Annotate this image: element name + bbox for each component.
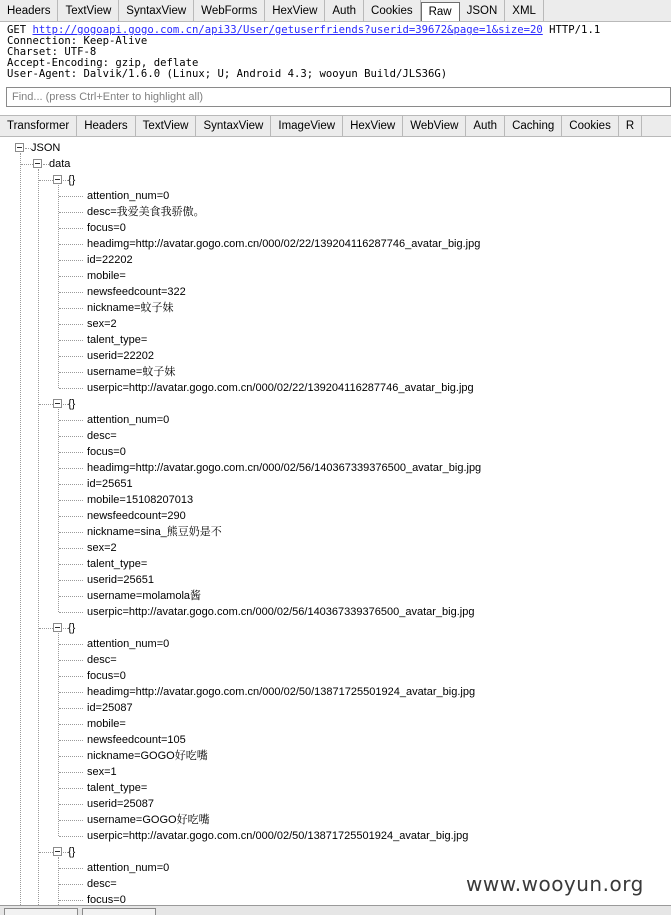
- tree-connector: [59, 260, 83, 261]
- tree-leaf-property: newsfeedcount=322: [87, 286, 186, 298]
- tree-connector: [59, 468, 83, 469]
- tree-leaf-property: userpic=http://avatar.gogo.com.cn/000/02/56/140367339376500_avatar_big.jpg: [87, 606, 475, 618]
- tree-connector: [59, 820, 83, 821]
- tree-connector: [59, 788, 83, 789]
- tree-connector: [59, 596, 83, 597]
- tree-leaf-property: newsfeedcount=105: [87, 734, 186, 746]
- tree-connector: [59, 900, 83, 901]
- tree-leaf-property: headimg=http://avatar.gogo.com.cn/000/02/50/13871725501924_avatar_big.jpg: [87, 686, 476, 698]
- tree-connector: [59, 868, 83, 869]
- tree-leaf-property: id=25087: [87, 702, 133, 714]
- tree-node-object: {}: [68, 622, 76, 634]
- collapse-toggle-icon[interactable]: [53, 623, 62, 632]
- tree-node-object: {}: [68, 846, 76, 858]
- tree-leaf-property: userpic=http://avatar.gogo.com.cn/000/02/22/139204116287746_avatar_big.jpg: [87, 382, 474, 394]
- tab-textview[interactable]: TextView: [136, 116, 197, 136]
- tree-connector: [59, 740, 83, 741]
- tree-leaf-property: attention_num=0: [87, 414, 170, 426]
- tree-node-json: JSON: [31, 142, 61, 154]
- request-method: GET: [7, 24, 27, 36]
- tree-connector: [59, 228, 83, 229]
- tree-leaf-property: focus=0: [87, 446, 126, 458]
- raw-request-view[interactable]: [0, 23, 671, 86]
- tree-leaf-property: headimg=http://avatar.gogo.com.cn/000/02/56/140367339376500_avatar_big.jpg: [87, 462, 482, 474]
- tree-connector: [59, 836, 83, 837]
- tab-imageview[interactable]: ImageView: [271, 116, 343, 136]
- tab-auth[interactable]: Auth: [466, 116, 505, 136]
- tree-connector: [59, 276, 83, 277]
- tree-connector: [59, 564, 83, 565]
- tree-leaf-property: talent_type=: [87, 334, 148, 346]
- tab-webforms[interactable]: WebForms: [194, 0, 265, 21]
- tree-leaf-property: focus=0: [87, 222, 126, 234]
- tree-connector: [39, 628, 53, 629]
- tree-leaf-property: sex=2: [87, 542, 117, 554]
- tree-connector: [59, 372, 83, 373]
- bottom-tab[interactable]: [4, 908, 78, 915]
- tab-transformer[interactable]: Transformer: [0, 116, 77, 136]
- request-tab-bar: [0, 0, 671, 22]
- tree-connector: [59, 692, 83, 693]
- json-tree-view[interactable]: [0, 137, 671, 905]
- tree-connector: [59, 324, 83, 325]
- tab-cookies[interactable]: Cookies: [364, 0, 421, 21]
- tree-leaf-property: attention_num=0: [87, 190, 170, 202]
- tree-leaf-property: desc=: [87, 654, 117, 666]
- response-tab-bar: [0, 115, 671, 137]
- tab-caching[interactable]: Caching: [505, 116, 562, 136]
- tree-leaf-property: desc=: [87, 430, 117, 442]
- tree-connector: [59, 580, 83, 581]
- tree-node-object: {}: [68, 398, 76, 410]
- tree-connector: [58, 409, 59, 612]
- tree-leaf-property: talent_type=: [87, 558, 148, 570]
- bottom-tab-strip: [0, 905, 671, 915]
- watermark-text: www.wooyun.org: [466, 872, 644, 896]
- tree-connector: [38, 169, 39, 905]
- tree-connector: [59, 516, 83, 517]
- tree-leaf-property: userid=25651: [87, 574, 154, 586]
- collapse-toggle-icon[interactable]: [53, 847, 62, 856]
- tree-connector: [59, 244, 83, 245]
- tree-leaf-property: mobile=: [87, 270, 126, 282]
- tree-leaf-property: userpic=http://avatar.gogo.com.cn/000/02/50/13871725501924_avatar_big.jpg: [87, 830, 469, 842]
- tree-leaf-property: sex=2: [87, 318, 117, 330]
- collapse-toggle-icon[interactable]: [15, 143, 24, 152]
- tab-syntaxview[interactable]: SyntaxView: [196, 116, 271, 136]
- tree-leaf-property: sex=1: [87, 766, 117, 778]
- tree-connector: [59, 772, 83, 773]
- tab-hexview[interactable]: HexView: [265, 0, 325, 21]
- tree-connector: [59, 532, 83, 533]
- tree-leaf-property: nickname=sina_熊豆奶是不: [87, 526, 222, 538]
- tab-json[interactable]: JSON: [460, 0, 506, 21]
- tree-connector: [59, 308, 83, 309]
- tab-cookies[interactable]: Cookies: [562, 116, 619, 136]
- tree-leaf-property: focus=0: [87, 670, 126, 682]
- tree-connector: [20, 153, 21, 905]
- tab-headers[interactable]: Headers: [0, 0, 58, 21]
- tree-leaf-property: userid=25087: [87, 798, 154, 810]
- tree-connector: [39, 404, 53, 405]
- tree-connector: [59, 420, 83, 421]
- tree-connector: [59, 212, 83, 213]
- tree-leaf-property: newsfeedcount=290: [87, 510, 186, 522]
- tree-connector: [59, 388, 83, 389]
- tree-node-data: data: [49, 158, 71, 170]
- tree-connector: [59, 452, 83, 453]
- tree-leaf-property: desc=: [87, 878, 117, 890]
- collapse-toggle-icon[interactable]: [53, 399, 62, 408]
- tree-leaf-property: focus=0: [87, 894, 126, 905]
- tree-connector: [59, 660, 83, 661]
- request-header-line: Accept-Encoding: gzip, deflate: [7, 57, 199, 69]
- collapse-toggle-icon[interactable]: [53, 175, 62, 184]
- tree-connector: [59, 196, 83, 197]
- tab-r[interactable]: R: [619, 116, 642, 136]
- tab-xml[interactable]: XML: [505, 0, 544, 21]
- request-url-link[interactable]: http://gogoapi.gogo.com.cn/api33/User/getuserfriends?userid=39672&page=1&size=20: [32, 24, 543, 36]
- tree-connector: [58, 185, 59, 388]
- request-header-line: Charset: UTF-8: [7, 46, 97, 58]
- tree-node-object: {}: [68, 174, 76, 186]
- tab-headers[interactable]: Headers: [77, 116, 135, 136]
- tree-connector: [58, 857, 59, 905]
- tree-connector: [39, 180, 53, 181]
- tree-connector: [59, 484, 83, 485]
- tree-connector: [59, 644, 83, 645]
- tree-leaf-property: attention_num=0: [87, 862, 170, 874]
- tree-leaf-property: username=molamola酱: [87, 590, 202, 602]
- tree-connector: [59, 724, 83, 725]
- tree-leaf-property: id=22202: [87, 254, 133, 266]
- find-input[interactable]: [6, 87, 671, 107]
- tree-connector: [59, 548, 83, 549]
- tab-raw[interactable]: Raw: [421, 2, 460, 21]
- tree-leaf-property: desc=我爱美食我骄傲。: [87, 206, 205, 218]
- tree-connector: [59, 756, 83, 757]
- tree-connector: [59, 676, 83, 677]
- tree-leaf-property: id=25651: [87, 478, 133, 490]
- tree-leaf-property: userid=22202: [87, 350, 154, 362]
- collapse-toggle-icon[interactable]: [33, 159, 42, 168]
- tree-leaf-property: nickname=GOGO好吃嘴: [87, 750, 208, 762]
- tree-connector: [39, 852, 53, 853]
- request-protocol: HTTP/1.1: [549, 24, 601, 36]
- tree-leaf-property: username=GOGO好吃嘴: [87, 814, 210, 826]
- tree-leaf-property: attention_num=0: [87, 638, 170, 650]
- tree-leaf-property: username=蚊子妹: [87, 366, 176, 378]
- tab-textview[interactable]: TextView: [58, 0, 119, 21]
- tree-leaf-property: talent_type=: [87, 782, 148, 794]
- tree-connector: [59, 612, 83, 613]
- tree-connector: [59, 500, 83, 501]
- tree-connector: [59, 884, 83, 885]
- request-header-line: Connection: Keep-Alive: [7, 35, 148, 47]
- tree-connector: [59, 436, 83, 437]
- tree-connector: [59, 292, 83, 293]
- tab-hexview[interactable]: HexView: [343, 116, 403, 136]
- tree-connector: [59, 356, 83, 357]
- tree-connector: [59, 340, 83, 341]
- tree-connector: [21, 164, 33, 165]
- tree-connector: [59, 708, 83, 709]
- tree-connector: [58, 633, 59, 836]
- tree-leaf-property: mobile=15108207013: [87, 494, 194, 506]
- tree-leaf-property: mobile=: [87, 718, 126, 730]
- tab-auth[interactable]: Auth: [325, 0, 364, 21]
- tree-connector: [59, 804, 83, 805]
- tab-webview[interactable]: WebView: [403, 116, 466, 136]
- bottom-tab[interactable]: [82, 908, 156, 915]
- tree-leaf-property: nickname=蚊子妹: [87, 302, 174, 314]
- tab-syntaxview[interactable]: SyntaxView: [119, 0, 194, 21]
- request-header-line: User-Agent: Dalvik/1.6.0 (Linux; U; Android 4.3; wooyun Build/JLS36G): [7, 68, 448, 80]
- tree-leaf-property: headimg=http://avatar.gogo.com.cn/000/02/22/139204116287746_avatar_big.jpg: [87, 238, 481, 250]
